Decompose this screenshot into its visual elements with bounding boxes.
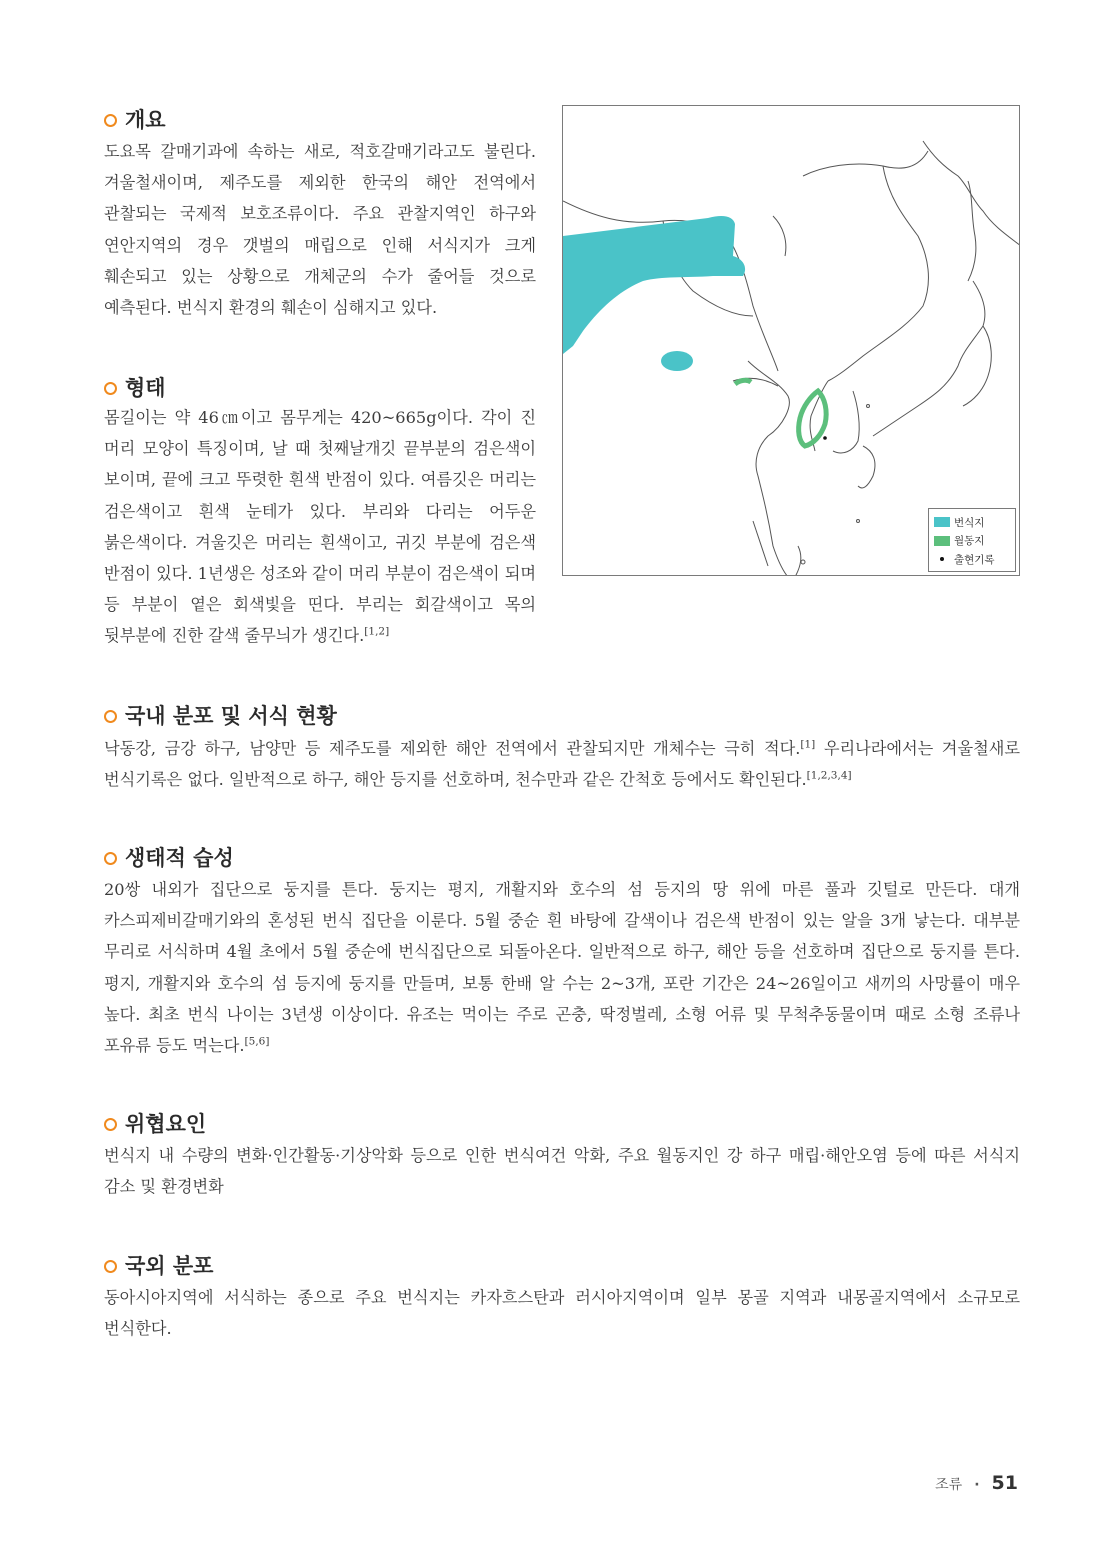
legend-item-wintering [934, 532, 1015, 551]
ecology-text: 20쌍 내외가 집단으로 둥지를 튼다. 둥지는 평지, 개활지와 호수의 섬 등지의 땅 위에 마른 풀과 깃털로 만든다. 대개 카스피제비갈매기와의 혼성된 번식 집단을 이룬다. 5월 중순 흰 바탕에 갈색이나 검은색 반점이 있는 알을 3개 낳는다. 대부분 무리로 서식하며 4월 초에서 5월 중순에 번식집단으로 되돌아온다. 일반적으로 하구, 해안 등을 선호하며 집단으로 둥지를 튼다. 평지, 개활지와 호수의 섬 등지에 둥지를 만들며, 보통 한배 알 수는 2~3개, 포란 기간은 24~26일이고 새끼의 사망률이 매우 높다. 최초 번식 나이는 3년생 이상이다. 유조는 먹이는 주로 곤충, 딱정벌레, 소형 어류 및 무척추동물이며 때로 소형 조류나 포유류 등도 먹는다. [104, 880, 1020, 1056]
domestic-text-1: 낙동강, 금강 하구, 남양만 등 제주도를 제외한 해안 전역에서 관찰되지만 개체수는 극히 적다. [104, 739, 801, 758]
morphology-ref: [1,2] [364, 626, 390, 639]
section-title-overseas: 국외 분포 [125, 1254, 214, 1278]
section-title-overview: 개요 [125, 108, 166, 132]
domestic-paragraph [104, 733, 1020, 795]
page-number: 51 [991, 1472, 1018, 1494]
domestic-text-2: 우리나라에서는 겨울철새로 번식기록은 없다. 일반적으로 하구, 해안 등지를 선호하며, 천수만과 같은 간척호 등에서도 확인된다. [104, 739, 1020, 790]
breeding-area [563, 216, 745, 354]
footer-separator: · [974, 1477, 980, 1493]
map-graphic [563, 106, 1020, 576]
domestic-ref-2: [1,2,3,4] [806, 769, 852, 782]
morphology-paragraph [104, 402, 536, 652]
map-legend [928, 508, 1016, 572]
overseas-paragraph: 동아시아지역에 서식하는 종으로 주요 번식지는 카자흐스탄과 러시아지역이며 일부 몽골 지역과 내몽골지역에서 소규모로 번식한다. [104, 1288, 1020, 1339]
wintering-area-china [735, 380, 751, 384]
legend-item-breeding [934, 513, 1015, 532]
bullet-circle-icon [104, 382, 117, 395]
section-heading-morphology [104, 372, 166, 402]
ecology-paragraph [104, 874, 1020, 1061]
wintering-area-korea [799, 391, 827, 446]
legend-label-breeding: 번식지 [954, 516, 985, 529]
domestic-ref-1: [1] [800, 738, 816, 751]
legend-item-occurrence [934, 550, 1015, 569]
section-heading-threats [104, 1108, 206, 1138]
threats-paragraph: 번식지 내 수량의 변화·인간활동·기상악화 등으로 인한 번식여건 악화, 주요 월동지인 강 하구 매립·해안오염 등에 따른 서식지 감소 및 환경변화 [104, 1146, 1020, 1197]
ecology-ref: [5,6] [244, 1035, 270, 1048]
legend-label-occurrence: 출현기록 [954, 553, 995, 566]
section-heading-domestic [104, 700, 337, 730]
section-title-morphology: 형태 [125, 376, 166, 400]
morphology-text: 몸길이는 약 46㎝이고 몸무게는 420~665g이다. 각이 진 머리 모양이 특징이며, 날 때 첫째날개깃 끝부분의 검은색이 보이며, 끝에 크고 뚜렷한 흰색 반점이 있다. 여름깃은 머리는 검은색이고 흰색 눈테가 있다. 부리와 다리는 어두운 붉은색이다. 겨울깃은 머리는 흰색이고, 귀깃 부분에 검은색 반점이 있다. 1년생은 성조와 같이 머리 부분이 검은색이 되며 등 부분이 옅은 회색빛을 띤다. 부리는 회갈색이고 목의 뒷부분에 진한 갈색 줄무늬가 생긴다. [104, 408, 536, 646]
bullet-circle-icon [104, 852, 117, 865]
bullet-circle-icon [104, 1118, 117, 1131]
footer-section-label: 조류 [935, 1477, 963, 1493]
occurrence-record [823, 436, 827, 440]
section-heading-ecology [104, 842, 234, 872]
section-heading-overseas [104, 1250, 213, 1280]
bullet-circle-icon [104, 1260, 117, 1273]
legend-swatch-wintering [934, 536, 950, 546]
page-footer [935, 1472, 1018, 1494]
legend-label-wintering: 월동지 [954, 535, 985, 548]
section-title-ecology: 생태적 습성 [125, 846, 234, 870]
bullet-circle-icon [104, 710, 117, 723]
section-heading-overview [104, 104, 166, 134]
bullet-circle-icon [104, 114, 117, 127]
section-title-threats: 위협요인 [125, 1112, 207, 1136]
breeding-area-2 [661, 351, 693, 371]
legend-dot-icon [934, 557, 950, 561]
distribution-map [562, 105, 1020, 576]
legend-swatch-breeding [934, 517, 950, 527]
section-title-domestic: 국내 분포 및 서식 현황 [125, 704, 337, 728]
overview-paragraph: 도요목 갈매기과에 속하는 새로, 적호갈매기라고도 불린다. 겨울철새이며, 제주도를 제외한 한국의 해안 전역에서 관찰되는 국제적 보호조류이다. 주요 관찰지역인 하구와 연안지역의 경우 갯벌의 매립으로 인해 서식지가 크게 훼손되고 있는 상황으로 개체군의 수가 줄어들 것으로 예측된다. 번식지 환경의 훼손이 심해지고 있다. [104, 142, 536, 318]
